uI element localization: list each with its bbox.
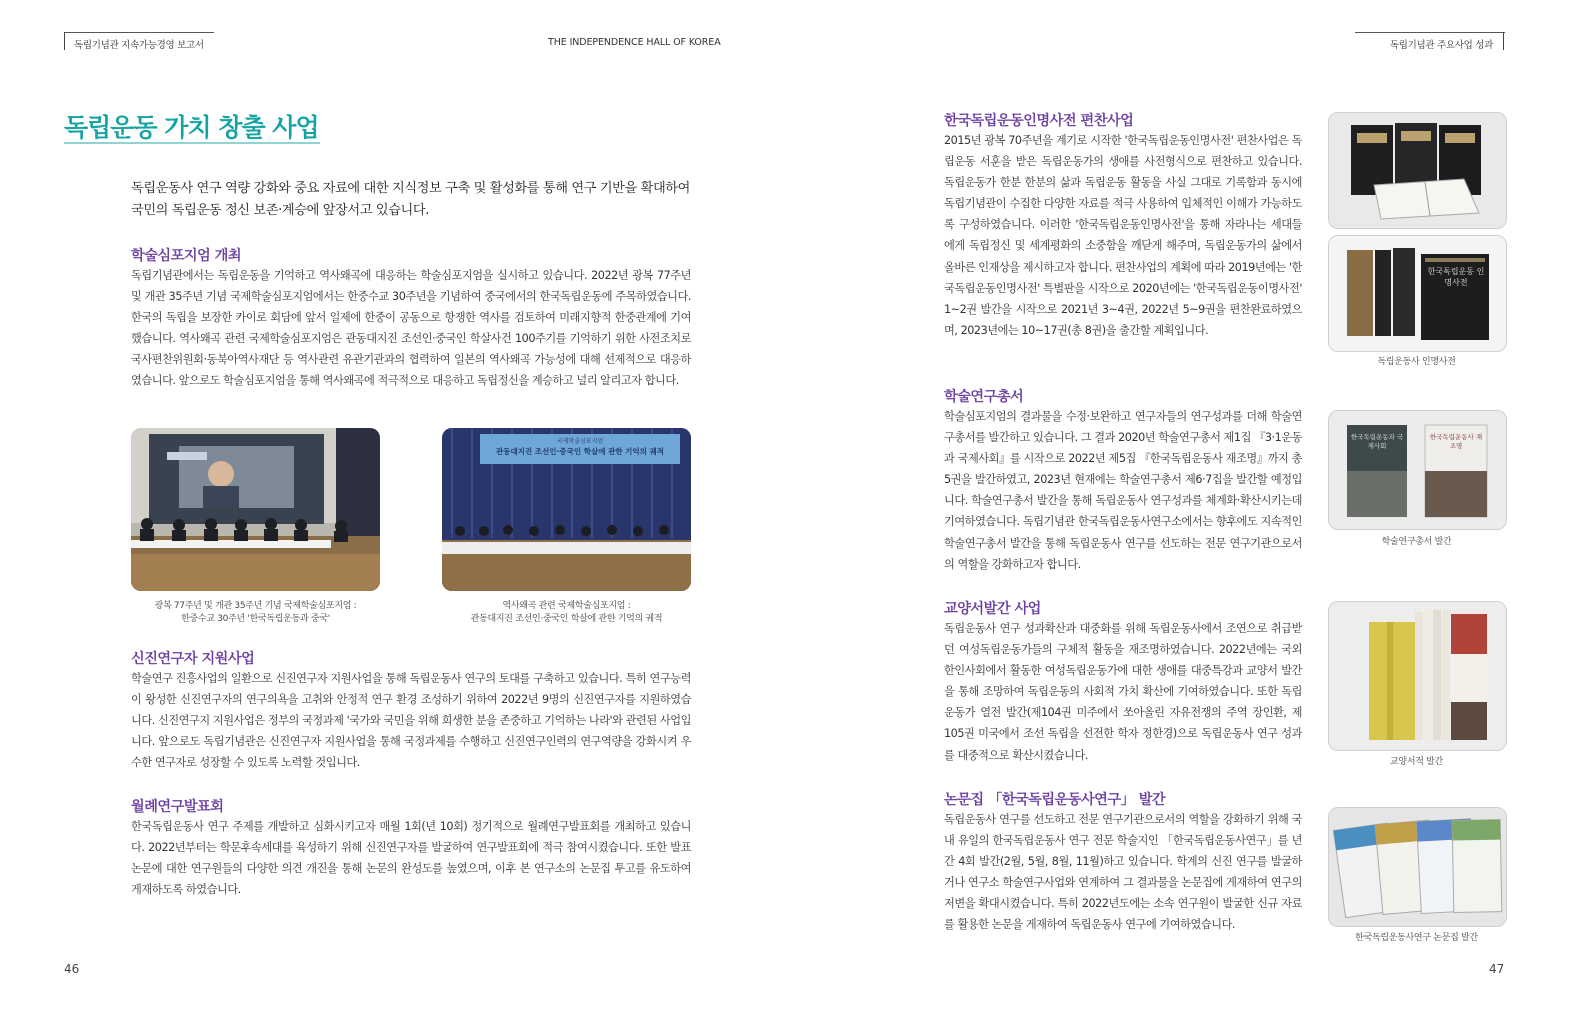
dictionary-cover-title: 한국독립운동 인명사전 (1427, 267, 1485, 287)
dictionary-photo-1 (1328, 112, 1507, 229)
section-body-young-researchers: 학술연구 진흥사업의 일환으로 신진연구자 지원사업을 통해 독립운동사 연구의 토대를 구축하고 있습니다. 특히 연구능력이 왕성한 신진연구자의 연구의욕을 고취와 안정적 연구 환경 조성하기 위하여 2022년 9명의 신진연구자를 지원하였습니다. 신진연구지 지원사업은 정부의 국정과제 '국가와 국민을 위해 희생한 분을 존중하고 기억하는 나라'와 관련된 사업입니다. 앞으로도 독립기념관은 신진연구자 지원사업을 통해 국정과제를 수행하고 신진연구인력의 연구역량을 강화시켜 우수한 연구자로 성장할 수 있도록 노력할 것입니다. (131, 672, 691, 770)
journal-issues-image (1329, 808, 1506, 926)
research-book-b-title: 한국독립운동사 재조명 (1429, 433, 1483, 450)
journal-caption: 한국독립운동사연구 논문집 발간 (1355, 933, 1478, 943)
section-body-journal: 독립운동사 연구를 선도하고 전문 연구기관으로서의 역할을 강화하기 위해 국내 유일의 한국독립운동사 연구 전문 학술지인 「한국독립운동사연구」를 년간 4회 발간(2월, 5월, 8월, 11월)하고 있습니다. 학계의 신진 연구를 발굴하거나 연구소 학술연구사업와 연계하여 그 결과물을 논문집에 게재하여 연구의 저변을 확대시켰습니다. 특히 2022년도에는 소속 연구원이 발굴한 신규 자료를 활용한 논문을 게재하여 독립운동사 연구에 기여하였습니다. (944, 813, 1302, 932)
section-body-monthly-seminar: 한국독립운동사 연구 주제를 개발하고 심화시키고자 매월 1회(년 10회) 정기적으로 월례연구발표회를 개최하고 있습니다. 2022년부터는 학문후속세대를 육성하기 위해 신진연구자를 발굴하여 연구발표회에 적극 참여시켰습니다. 또한 발표 논문에 대한 연구원들의 다양한 의견 개진을 통해 논문의 완성도를 높였으며, 이후 본 연구소의 논문집 투고를 유도하여 게재하도록 하였습니다. (131, 820, 691, 897)
photo-1-caption-line2: 한중수교 30주년 '한국독립운동과 중국' (181, 614, 330, 624)
general-books-image (1329, 602, 1506, 750)
header-rule-left (64, 32, 214, 33)
page-title: 독립운동 가치 창출 사업 (64, 113, 319, 142)
general-books-photo (1328, 601, 1507, 751)
journal-photo (1328, 807, 1507, 927)
dictionary-caption: 독립운동사 인명사전 (1377, 357, 1456, 367)
research-book-a-title: 한국독립운동과 국제사회 (1350, 433, 1404, 450)
dictionary-set-image (1329, 236, 1506, 351)
header-section-title: 독립기념관 주요사업 성과 (1389, 40, 1493, 51)
photo-1-caption (131, 600, 380, 626)
intro-paragraph: 독립운동사 연구 역량 강화와 중요 자료에 대한 지식정보 구축 및 활성화를 통해 연구 기반을 확대하여 국민의 독립운동 정신 보존·계승에 앞장서고 있습니다. (131, 181, 690, 218)
section-body-symposium: 독립기념관에서는 독립운동을 기억하고 역사왜곡에 대응하는 학술심포지엄을 실시하고 있습니다. 2022년 광복 77주년 및 개관 35주년 기념 국제학술심포지엄에서는 한중수교 30주년을 기념하여 중국에서의 한국독립운동에 주목하였습니다. 한국의 독립을 보장한 카이로 회담에 앞서 일제에 한중이 공동으로 항쟁한 역사를 검토하여 미래지향적 한중관계에 기여했습니다. 역사왜곡 관련 국제학술심포지엄은 관동대지진 조선인·중국인 학살사건 100주기를 기억하기 위한 사전조치로 국사편찬위원회·동북아역사재단 등 역사관련 유관기관과의 협력하여 일본의 역사왜곡 가능성에 대해 선제적으로 대응하였습니다. 앞으로도 학술심포지엄을 통해 역사왜곡에 적극적으로 대응하고 독립정신을 계승하고 널리 알리고자 합니다. (131, 269, 691, 388)
photo-2-caption-line1: 역사왜곡 관련 국제학술심포지엄 : (502, 601, 631, 611)
section-body-general-books: 독립운동사 연구 성과확산과 대중화를 위해 독립운동사에서 조연으로 취급받던 여성독립운동가들의 구체적 활동을 재조명하였습니다. 2022년에는 국외한인사회에서 활동한 여성독립운동가에 대한 생애를 대중특강과 교양서 발간을 통해 조망하여 독립운동의 사회적 가치 확산에 기여하였습니다. 또한 독립운동가 열전 발간(제104권 미주에서 쏘아올린 자유전쟁의 주역 장인환, 제105권 미국에서 조선 독립을 선전한 학자 정한경)으로 독립운동사 연구 성과를 대중적으로 확산시켰습니다. (944, 622, 1302, 762)
section-body-dictionary: 2015년 광복 70주년을 계기로 시작한 '한국독립운동인명사전' 편찬사업은 독립운동 서훈을 받은 독립운동가의 생애를 사전형식으로 편찬하고 있습니다. 독립운동가 한분 한분의 삶과 독립운동 활동을 사실 그대로 기록함과 동시에 독립기념관이 수집한 다양한 자료를 적극 사용하여 입체적인 이해가 가능하도록 구성하였습니다. 이러한 '한국독립운동인명사전'을 통해 자라나는 세대들에게 독립정신 및 세계평화의 소중함을 깨닫게 해주며, 독립운동가의 삶에서 올바른 인재상을 제시하고자 합니다. 편찬사업의 계획에 따라 2019년에는 '한국독립운동인명사전' 특별판을 시작으로 2020년에는 '한국독립운동이명사전' 1~2권 발간을 시작으로 2021년 3~4권, 2022년 5~9권을 편찬완료하였으며, 2023년에는 10~17권(총 8권)을 출간할 계획입니다. (944, 134, 1302, 337)
header-report-title: 독립기념관 지속가능경영 보고서 (74, 40, 204, 51)
section-heading-monthly-seminar: 월례연구발표회 (131, 799, 224, 815)
page-number-right: 47 (1489, 962, 1505, 976)
banner-label: 국제학술심포지엄 (556, 438, 604, 445)
section-body-research-series: 학술심포지엄의 결과물을 수정·보완하고 연구자들의 연구성과를 더해 학술연구총서를 발간하고 있습니다. 그 결과 2020년 학술연구총서 제1집 『3·1운동과 국제사회』를 시작으로 2022년 제5집 『한국독립운동사 재조명』까지 총 5권을 발간하였고, 2023년 현재에는 학술연구총서 제6·7집을 발간할 예정입니다. 학술연구총서 발간을 통해 독립운동사 연구성과를 체계화·확산시키는데 기여하였습니다. 독립기념관 한국독립운동사연구소에서는 향후에도 지속적인 학술연구총서 발간을 통해 독립운동사 연구를 선도하는 전문 연구기관으로서의 역할을 강화하고자 합니다. (944, 410, 1302, 571)
header-org-name: THE INDEPENDENCE HALL OF KOREA (548, 37, 721, 48)
banner-title: 관동대지진 조선인·중국인 학살에 관한 기억의 궤적 (495, 447, 665, 456)
page-number-left: 46 (64, 962, 80, 976)
header-tick-left (64, 32, 65, 50)
dictionary-books-image (1329, 113, 1506, 228)
dictionary-photo-2 (1328, 235, 1507, 352)
section-heading-young-researchers: 신진연구자 지원사업 (131, 651, 255, 667)
section-heading-symposium: 학술심포지엄 개최 (131, 248, 242, 264)
symposium-photo-2 (442, 428, 691, 591)
conference-photo-image (131, 428, 380, 591)
photo-1-caption-line1: 광복 77주년 및 개관 35주년 기념 국제학술심포지엄 : (154, 601, 357, 611)
photo-2-caption (442, 600, 691, 626)
section-heading-journal: 논문집 「한국독립운동사연구」 발간 (944, 792, 1166, 808)
header-tick-right (1503, 32, 1504, 50)
header-rule-right (1355, 32, 1505, 33)
research-series-caption: 학술연구총서 발간 (1381, 537, 1452, 547)
symposium-photo-1 (131, 428, 380, 591)
title-underline (64, 142, 320, 144)
research-books-image (1329, 411, 1506, 529)
section-heading-research-series: 학술연구총서 (944, 389, 1024, 405)
section-heading-general-books: 교양서발간 사업 (944, 601, 1041, 617)
photo-2-caption-line2: 관동대지진 조선인·중국인 학살에 관한 기억의 궤적 (470, 614, 663, 624)
general-books-caption: 교양서적 발간 (1390, 757, 1443, 767)
section-heading-dictionary: 한국독립운동인명사전 편찬사업 (944, 113, 1134, 129)
research-series-photo (1328, 410, 1507, 530)
